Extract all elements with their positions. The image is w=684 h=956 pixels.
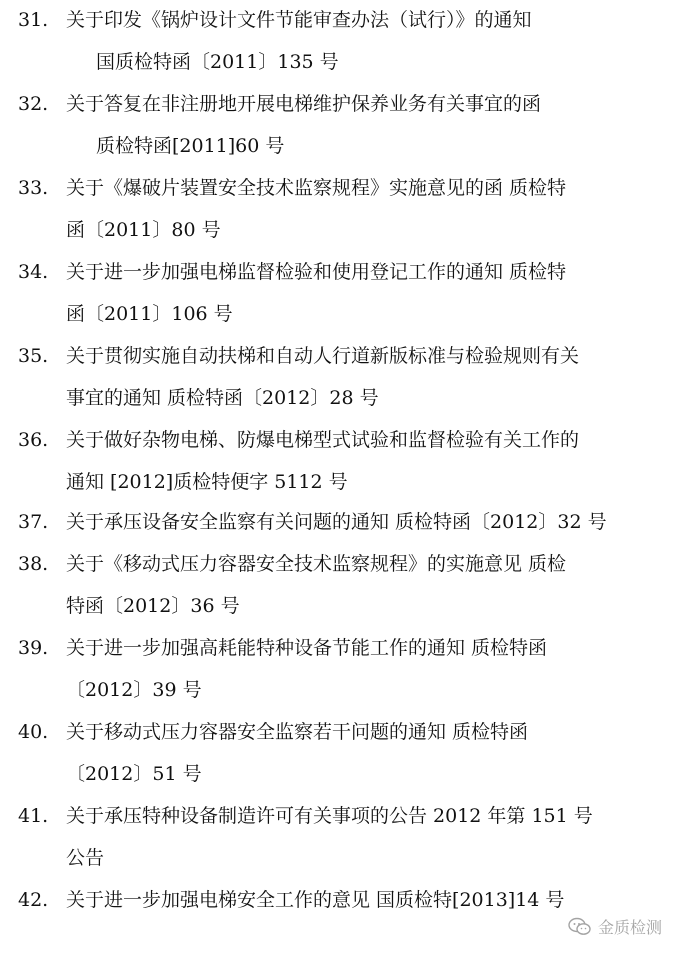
item-title-line-2: 函〔2011〕80 号 bbox=[66, 219, 221, 241]
item-title-line: 关于进一步加强电梯监督检验和使用登记工作的通知 质检特 bbox=[66, 261, 567, 283]
item-number: 39. bbox=[18, 637, 49, 659]
item-title-line: 关于答复在非注册地开展电梯维护保养业务有关事宜的函 bbox=[66, 93, 542, 115]
item-title-line-2: 特函〔2012〕36 号 bbox=[66, 595, 240, 617]
item-title-line-2: 函〔2011〕106 号 bbox=[66, 303, 233, 325]
item-number: 35. bbox=[18, 345, 49, 367]
item-title-line: 关于进一步加强高耗能特种设备节能工作的通知 质检特函 bbox=[66, 637, 548, 659]
item-title-line-2: 公告 bbox=[66, 847, 105, 869]
watermark-text: 金质检测 bbox=[597, 918, 662, 937]
item-number: 33. bbox=[18, 177, 49, 199]
item-number: 31. bbox=[18, 9, 49, 31]
item-number: 40. bbox=[18, 721, 49, 743]
wechat-icon bbox=[568, 917, 592, 937]
item-title-line-2: 通知 [2012]质检特便字 5112 号 bbox=[66, 471, 348, 493]
item-number: 38. bbox=[18, 553, 49, 575]
item-title-line: 关于承压设备安全监察有关问题的通知 质检特函〔2012〕32 号 bbox=[66, 511, 607, 533]
item-title-line: 关于印发《锅炉设计文件节能审查办法（试行）》的通知 bbox=[66, 9, 532, 31]
item-number: 41. bbox=[18, 805, 49, 827]
item-title-line: 关于进一步加强电梯安全工作的意见 国质检特[2013]14 号 bbox=[66, 889, 565, 911]
item-title-line: 关于《爆破片装置安全技术监察规程》实施意见的函 质检特 bbox=[66, 177, 567, 199]
item-title-line-2: 〔2012〕51 号 bbox=[66, 763, 202, 785]
item-title-line: 关于贯彻实施自动扶梯和自动人行道新版标准与检验规则有关 bbox=[66, 345, 580, 367]
item-doc-number: 国质检特函〔2011〕135 号 bbox=[96, 51, 339, 73]
watermark bbox=[568, 915, 662, 938]
item-number: 34. bbox=[18, 261, 49, 283]
item-doc-number: 质检特函[2011]60 号 bbox=[96, 135, 285, 157]
item-number: 37. bbox=[18, 511, 49, 533]
item-number: 32. bbox=[18, 93, 49, 115]
item-title-line-2: 事宜的通知 质检特函〔2012〕28 号 bbox=[66, 387, 379, 409]
item-number: 42. bbox=[18, 889, 49, 911]
item-title-line: 关于承压特种设备制造许可有关事项的公告 2012 年第 151 号 bbox=[66, 805, 593, 827]
item-title-line: 关于《移动式压力容器安全技术监察规程》的实施意见 质检 bbox=[66, 553, 567, 575]
item-number: 36. bbox=[18, 429, 49, 451]
item-title-line: 关于移动式压力容器安全监察若干问题的通知 质检特函 bbox=[66, 721, 529, 743]
item-title-line-2: 〔2012〕39 号 bbox=[66, 679, 202, 701]
item-title-line: 关于做好杂物电梯、防爆电梯型式试验和监督检验有关工作的 bbox=[66, 429, 580, 451]
